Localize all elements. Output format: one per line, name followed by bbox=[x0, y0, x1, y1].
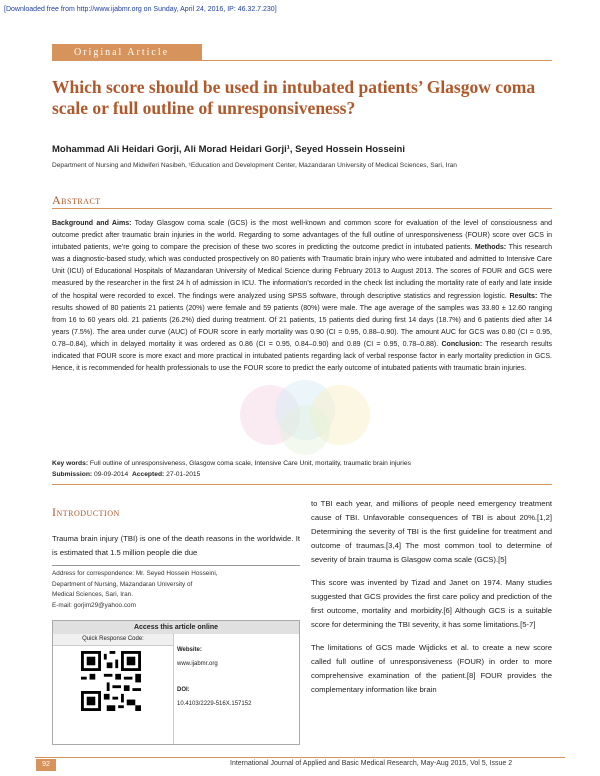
website-link[interactable]: www.ijabmr.org bbox=[177, 661, 218, 667]
abstract-heading: Abstract bbox=[52, 193, 101, 207]
correspondence-rule bbox=[52, 565, 300, 566]
corr-line: Department of Nursing, Mazandaran University of bbox=[52, 580, 193, 588]
journal-footer: International Journal of Applied and Basic Medical Research, May-Aug 2015, Vol 5, Issue 2 bbox=[230, 760, 513, 767]
abstract-rule bbox=[52, 208, 552, 209]
page-number: 92 bbox=[36, 759, 56, 771]
footer-rule bbox=[35, 757, 565, 758]
accepted-date: 27-01-2015 bbox=[164, 471, 201, 478]
submission-dates bbox=[52, 471, 200, 478]
correspondence-address bbox=[52, 569, 300, 611]
intro-left-paragraph: Trauma brain injury (TBI) is one of the death reasons in the worldwide. It is estimated that 1.5 million people die due bbox=[52, 534, 300, 557]
access-divider bbox=[173, 634, 174, 744]
header-rule bbox=[52, 60, 552, 61]
access-heading: Access this article online bbox=[53, 621, 299, 634]
submission-date: 09-09-2014 bbox=[92, 471, 129, 478]
conclusion-label: Conclusion: bbox=[441, 340, 483, 348]
results-label: Results: bbox=[509, 292, 538, 300]
intro-paragraph: This score was invented by Tizad and Janet on 1974. Many studies suggested that GCS provides the first care policy and prediction of the first outcome, mortality and morbidity.[6] Although GCS is a suitable score for determining the TBI severity, it has some limitations.[5-7] bbox=[311, 578, 552, 629]
abstract-body bbox=[52, 218, 552, 375]
website-label: Website: bbox=[177, 647, 202, 653]
doi-link[interactable]: 10.4103/2229-516X.157152 bbox=[177, 701, 252, 707]
corr-email[interactable]: E-mail: gorjim29@yahoo.com bbox=[52, 601, 136, 609]
section-rule bbox=[52, 484, 552, 485]
intro-right-column bbox=[311, 497, 552, 706]
accepted-label: Accepted: bbox=[131, 471, 165, 478]
conclusion-text: The research results indicated that FOUR score is more exact and more practical in intubated patients regarding lack of verbal response factor in early mortality prediction in GCS. Hence, it is recommended for health professionals to use the FOUR score to predict the early outcome of intubated patients with traumatic brain injuries. bbox=[52, 340, 553, 373]
corr-line: Medical Sciences, Sari, Iran. bbox=[52, 591, 133, 598]
article-title: Which score should be used in intubated patients’ Glasgow coma scale or full outline of unresponsiveness? bbox=[52, 77, 536, 118]
author-list: Mohammad Ali Heidari Gorji, Ali Morad Heidari Gorji¹, Seyed Hossein Hosseini bbox=[52, 144, 405, 155]
access-online-box bbox=[52, 620, 300, 745]
introduction-heading: Introduction bbox=[52, 505, 120, 519]
affiliation: Department of Nursing and Midwiferi Nasibeh, ¹Education and Development Center, Mazandaran University of Medical Sciences, Sari, Iran bbox=[52, 162, 457, 169]
background-text: Today Glasgow coma scale (GCS) is the most well-known and common score for evaluation of the level of consciousness and outcome predict after traumatic brain injuries in the world. Regarding to some advantages of the full outline of unresponsiveness (FOUR) score over GCS in intubated patients, we're going to compare the precision of these two scores in predicting the outcome predict in intubated patients. bbox=[52, 220, 552, 252]
qr-code-icon[interactable] bbox=[81, 651, 141, 711]
corr-line: Address for correspondence: Mr. Seyed Hossein Hosseini, bbox=[52, 570, 218, 577]
download-note: [Downloaded free from http://www.ijabmr.org on Sunday, April 24, 2016, IP: 46.32.7.230] bbox=[4, 6, 277, 13]
submission-label: Submission: bbox=[52, 471, 93, 478]
results-text: The results showed of 80 patients 21 patients (20%) were female and 59 patients (80%) were male. The age average of the samples was 33.80 ± 12.60 ranging from 16 to 60 years old. 21 patients (26.2%) died during treatment. Of 21 patients, 15 patients died during first 14 days (18.7%) and 6 patients died after 14 years (7.5%). The area under curve (AUC) of FOUR score in early mortality was 0.90 (CI = 0.95, 0.88–0.90). The amount AUC for GCS was 0.80 (CI = 0.95, 0.78–0.84), which in delayed mortality it was ordered as 0.86 (CI = 0.95, 0.84–0.90) and 0.89 (CI = 0.95, 0.78–0.88). bbox=[52, 292, 552, 348]
qr-label: Quick Response Code: bbox=[53, 634, 173, 646]
article-type-tab: Original Article bbox=[52, 44, 202, 61]
keywords-text: Full outline of unresponsiveness, Glasgow coma scale, Intensive Care Unit, mortality, traumatic brain injuries bbox=[88, 460, 411, 467]
keywords-label: Key words: bbox=[52, 460, 89, 467]
methods-text: This research was a diagnostic-based study, which was conducted prospectively on 80 patients with Traumatic brain injury who were intubated and admitted to Intensive Care Unit (ICU) of Educational Hospitals of Mazandaran University of Medical Science during February 2013 to August 2013. The scores of FOUR and GCS were measured by the researcher in the first 24 h of admission in ICU. The information's recorded in the check list including the mortality rate of early and late inside of the hospital were recorded to excel. The findings were analyzed using SPSS software, through descriptive statistics and regression logistic. bbox=[52, 244, 552, 300]
intro-paragraph: The limitations of GCS made Wijdicks et al. to create a new score called full outline of unresponsiveness (FOUR) in order to more comprehensive examination of the patient.[8] FOUR provides the complementary information like brain bbox=[311, 643, 552, 694]
watermark-logo-icon bbox=[230, 370, 380, 460]
keywords bbox=[52, 459, 552, 469]
methods-label: Methods: bbox=[474, 244, 507, 252]
doi-label: DOI: bbox=[177, 687, 190, 693]
intro-paragraph: to TBI each year, and millions of people need emergency treatment cause of TBI. Unfavorable consequences of TBI is about 20%.[1,2] Determining the severity of TBI is the first guideline for treatment and outcome of traumas.[3,4] The most common tool to determine of severity of brain trauma is Glasgow coma scale (GCS).[5] bbox=[311, 499, 552, 564]
background-label: Background and Aims: bbox=[52, 220, 132, 227]
